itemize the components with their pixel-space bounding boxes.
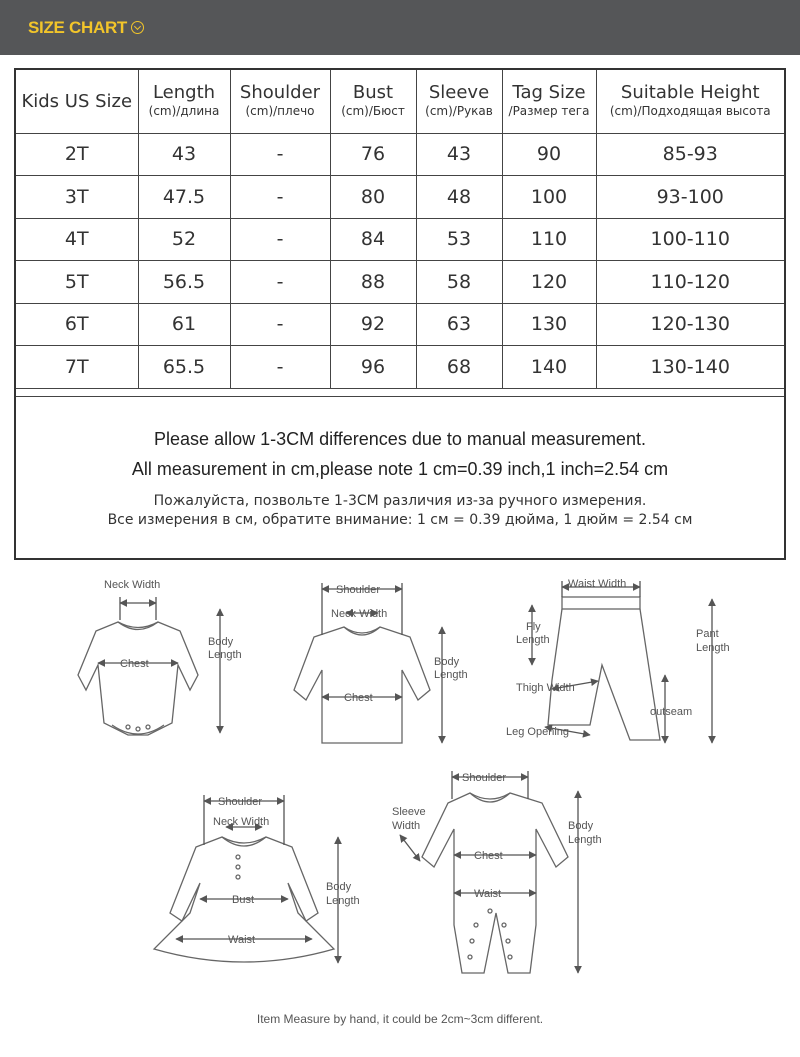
table-cell: 110-120 (596, 261, 784, 304)
table-cell: 65.5 (138, 346, 230, 389)
dress-length-label: Length (326, 895, 360, 907)
table-row (16, 261, 784, 304)
bodysuit-length-label: Length (208, 649, 242, 661)
dress-waist-label: Waist (228, 934, 256, 946)
dress-shoulder-label: Shoulder (218, 796, 263, 808)
romper-sleeve-width-label: Width (392, 820, 421, 832)
table-cell: 43 (416, 133, 502, 176)
header-bar (0, 0, 800, 55)
size-chart-box (14, 68, 786, 560)
table-cell: - (230, 133, 330, 176)
note-english-2: All measurement in cm,please note 1 cm=0.39 inch,1 inch=2.54 cm (131, 459, 669, 479)
table-cell: 85-93 (596, 133, 784, 176)
column-header-tag-size: Tag Size /Размер тега (502, 70, 596, 133)
measurement-diagrams (0, 565, 800, 1015)
table-cell: - (230, 176, 330, 219)
bodysuit-neck-width-label: Neck Width (104, 579, 161, 591)
note-russian-1: Пожалуйста, позвольте 1-3CM различия из-за ручного измерения. (153, 493, 647, 509)
table-cell: 3T (16, 176, 138, 219)
column-header-size: Kids US Size (16, 70, 138, 133)
table-cell: 120 (502, 261, 596, 304)
table-cell: - (230, 218, 330, 261)
pants-outseam-label: outseam (650, 706, 693, 718)
pants-thigh-width-label: Thigh Width (516, 682, 575, 694)
table-cell: 58 (416, 261, 502, 304)
shirt-chest-label: Chest (344, 692, 373, 704)
pants-leg-opening-label: Leg Opening (506, 726, 569, 738)
size-table (16, 70, 784, 389)
note-english-1: Please allow 1-3CM differences due to manual measurement. (154, 429, 646, 449)
dress-bust-label: Bust (232, 894, 255, 906)
table-cell: 130 (502, 303, 596, 346)
dress-body-label: Body (326, 881, 352, 893)
table-cell: 88 (330, 261, 416, 304)
table-cell: 92 (330, 303, 416, 346)
table-cell: 96 (330, 346, 416, 389)
column-header-shoulder: Shoulder (cm)/плечо (230, 70, 330, 133)
table-cell: - (230, 303, 330, 346)
diagrams-svg (0, 565, 800, 1015)
table-header-row (16, 70, 784, 133)
table-cell: 90 (502, 133, 596, 176)
table-cell: 7T (16, 346, 138, 389)
page-title: SIZE CHART (28, 18, 128, 37)
table-cell: 53 (416, 218, 502, 261)
column-header-length: Length (cm)/длина (138, 70, 230, 133)
shirt-diagram (294, 583, 442, 743)
pants-waist-width-label: Waist Width (568, 578, 627, 590)
pants-diagram (532, 581, 712, 743)
column-header-sleeve: Sleeve (cm)/Рукав (416, 70, 502, 133)
romper-shoulder-label: Shoulder (462, 772, 507, 784)
pants-fly-label: Fly (526, 621, 541, 633)
table-cell: 120-130 (596, 303, 784, 346)
shirt-neck-width-label: Neck Width (331, 608, 388, 620)
table-row (16, 218, 784, 261)
table-cell: 140 (502, 346, 596, 389)
footer-note: Item Measure by hand, it could be 2cm~3cm different. (256, 1012, 544, 1026)
table-cell: - (230, 261, 330, 304)
table-cell: 4T (16, 218, 138, 261)
table-cell: 100-110 (596, 218, 784, 261)
column-header-suitable-height: Suitable Height (cm)/Подходящая высота (596, 70, 784, 133)
table-cell: 48 (416, 176, 502, 219)
table-row (16, 176, 784, 219)
table-cell: 56.5 (138, 261, 230, 304)
table-cell: 52 (138, 218, 230, 261)
table-cell: 93-100 (596, 176, 784, 219)
pants-pant-length-label: Length (696, 642, 730, 654)
romper-body-label: Body (568, 820, 594, 832)
table-cell: 80 (330, 176, 416, 219)
table-cell: 68 (416, 346, 502, 389)
shirt-body-label: Body (434, 656, 460, 668)
table-row (16, 303, 784, 346)
table-cell: 6T (16, 303, 138, 346)
table-cell: 2T (16, 133, 138, 176)
bodysuit-diagram (78, 597, 220, 735)
table-cell: 100 (502, 176, 596, 219)
romper-sleeve-label: Sleeve (392, 806, 426, 818)
table-cell: 61 (138, 303, 230, 346)
table-cell: 84 (330, 218, 416, 261)
pants-fly-length-label: Length (516, 634, 550, 646)
table-cell: 130-140 (596, 346, 784, 389)
romper-chest-label: Chest (474, 850, 503, 862)
table-cell: 5T (16, 261, 138, 304)
table-row (16, 133, 784, 176)
table-cell: 110 (502, 218, 596, 261)
pants-pant-label: Pant (696, 628, 719, 640)
romper-waist-label: Waist (474, 888, 502, 900)
bodysuit-body-label: Body (208, 636, 234, 648)
romper-length-label: Length (568, 834, 602, 846)
shirt-length-label: Length (434, 669, 468, 681)
chevron-down-circle-icon[interactable] (131, 21, 144, 34)
shirt-shoulder-label: Shoulder (336, 584, 381, 596)
column-header-bust: Bust (cm)/Бюст (330, 70, 416, 133)
measurement-notes (16, 396, 784, 558)
table-cell: 43 (138, 133, 230, 176)
romper-diagram (400, 771, 578, 973)
note-russian-2: Все измерения в см, обратите внимание: 1 см = 0.39 дюйма, 1 дюйм = 2.54 см (107, 512, 693, 528)
bodysuit-chest-label: Chest (120, 658, 149, 670)
table-row (16, 346, 784, 389)
dress-neck-width-label: Neck Width (213, 816, 270, 828)
table-cell: 63 (416, 303, 502, 346)
table-cell: - (230, 346, 330, 389)
table-cell: 47.5 (138, 176, 230, 219)
table-cell: 76 (330, 133, 416, 176)
